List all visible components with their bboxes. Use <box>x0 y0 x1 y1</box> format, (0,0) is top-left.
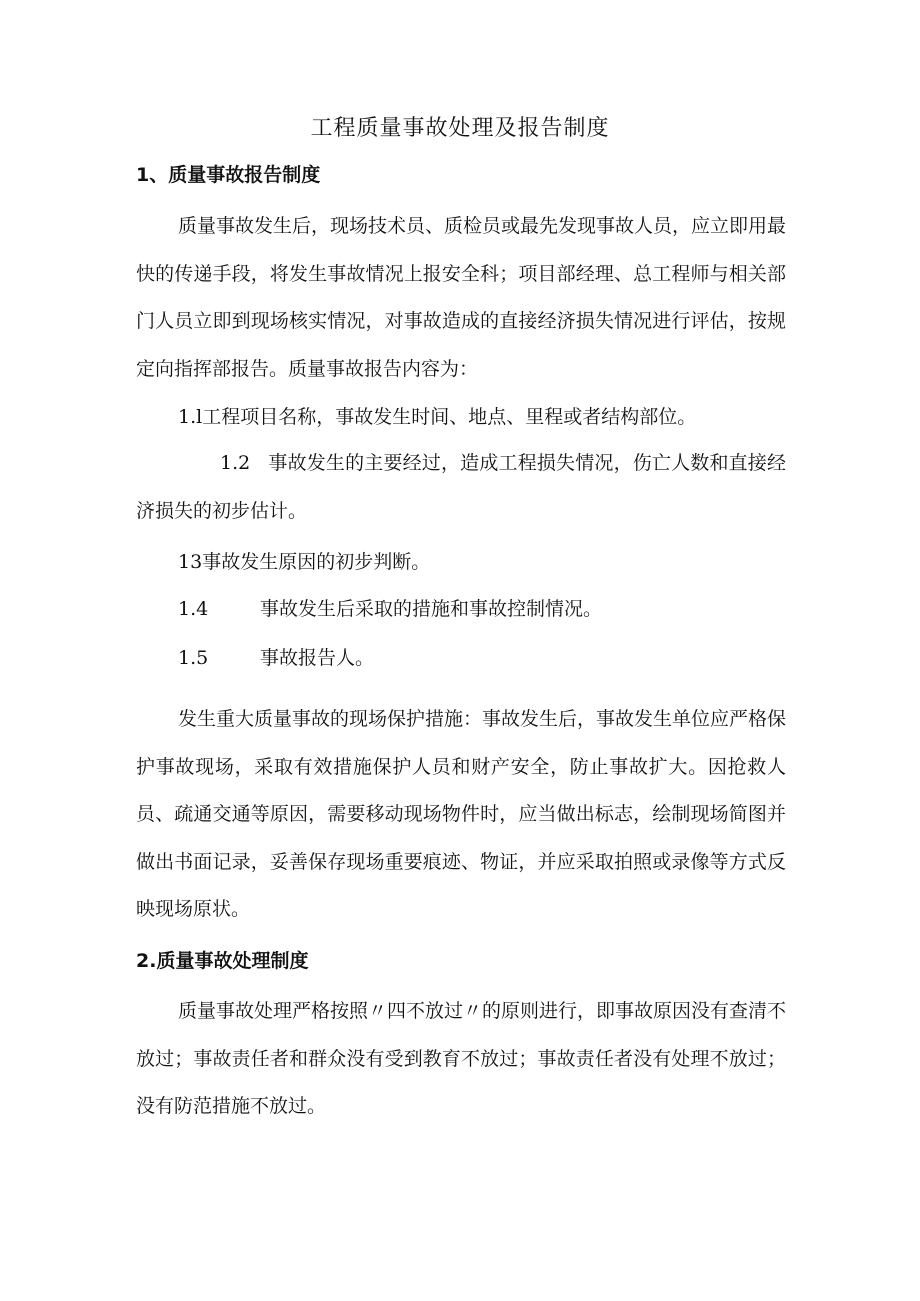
report-item-5 <box>178 643 374 673</box>
section1-heading: 1、质量事故报告制度 <box>136 164 321 186</box>
report-item-1-number: 1.l <box>178 406 203 428</box>
report-item-4-text: 事故发生后采取的措施和事故控制情况。 <box>260 598 603 620</box>
report-item-2 <box>136 440 786 535</box>
report-item-5-text: 事故报告人。 <box>260 647 375 669</box>
report-item-4-number: 1.4 <box>178 598 209 620</box>
report-item-1-text: 工程项目名称，事故发生时间、地点、里程或者结构部位。 <box>202 406 697 428</box>
section2-heading: 2.质量事故处理制度 <box>136 950 309 972</box>
site-protection-paragraph: 发生重大质量事故的现场保护措施：事故发生后，事故发生单位应严格保护事故现场，采取有效措施保护人员和财产安全，防止事故扩大。因抢救人员、疏通交通等原因，需要移动现场物件时，应当做出标志，绘制现场简图并做出书面记录，妥善保存现场重要痕迹、物证，并应采取拍照或录像等方式反映现场原状。 <box>136 708 787 920</box>
section1-intro-paragraph: 质量事故发生后，现场技术员、质检员或最先发现事故人员，应立即用最快的传递手段，将发生事故情况上报安全科；项目部经理、总工程师与相关部门人员立即到现场核实情况，对事故造成的直接经济损失情况进行评估，按规定向指挥部报告。质量事故报告内容为： <box>136 215 787 380</box>
report-item-3-text: 事故发生原因的初步判断。 <box>202 551 431 573</box>
report-item-5-number: 1.5 <box>178 647 209 669</box>
report-item-1 <box>178 402 696 432</box>
report-item-2-number: 1.2 <box>220 452 251 474</box>
document-title: 工程质量事故处理及报告制度 <box>310 116 610 141</box>
report-item-3-number: 13 <box>178 551 203 573</box>
report-item-2-text: 事故发生的主要经过，造成工程损失情况，伤亡人数和直接经济损失的初步估计。 <box>136 452 786 522</box>
report-item-4 <box>178 594 602 624</box>
report-item-3 <box>178 547 430 577</box>
section2-body-paragraph: 质量事故处理严格按照〃四不放过〃的原则进行，即事故原因没有查清不放过；事故责任者和群众没有受到教育不放过；事故责任者没有处理不放过；没有防范措施不放过。 <box>136 1000 787 1117</box>
